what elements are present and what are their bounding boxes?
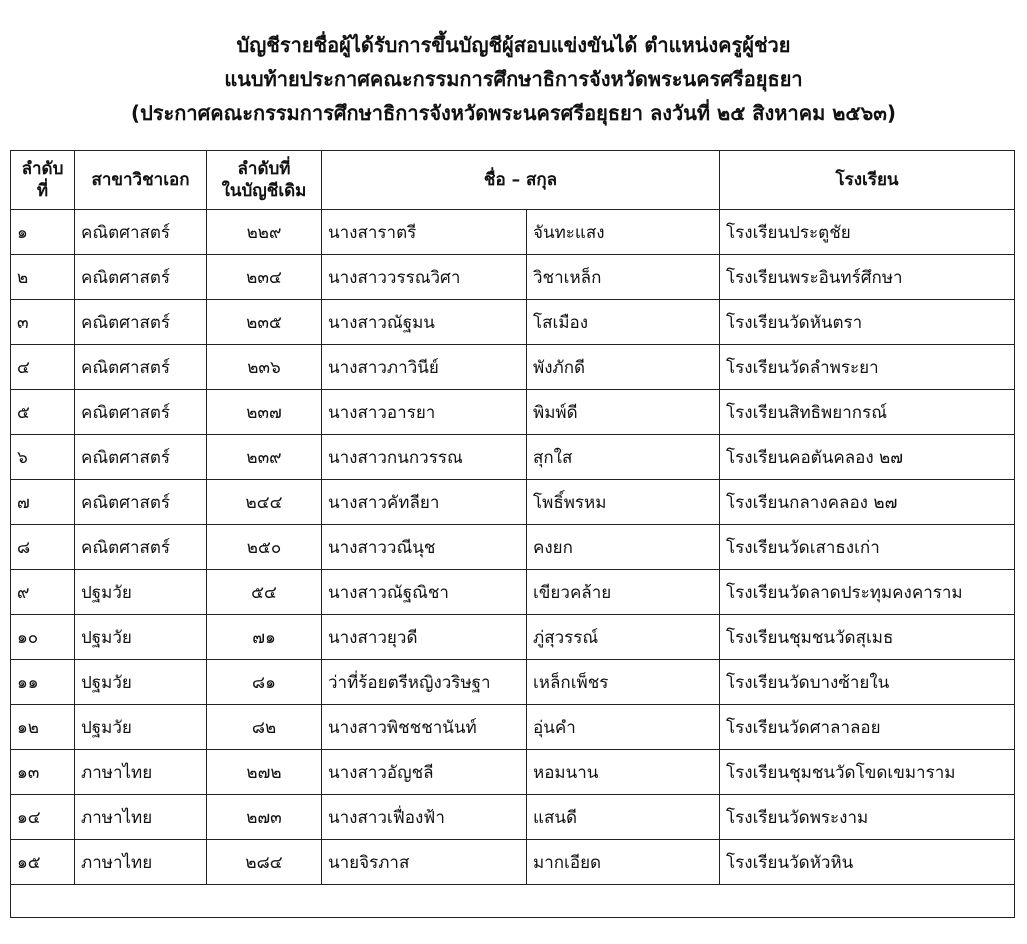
row-number: ๒: [11, 255, 75, 300]
major-cell: คณิตศาสตร์: [75, 300, 207, 345]
table-row: [11, 840, 1015, 885]
row-number: ๗: [11, 480, 75, 525]
row-number: ๔: [11, 345, 75, 390]
first-name-cell: นางสาวเฟื่องฟ้า: [322, 795, 527, 840]
last-name-cell: เขียวคล้าย: [527, 570, 720, 615]
original-rank-cell: ๘๒: [207, 705, 322, 750]
first-name-cell: นางสาวณัฐณิชา: [322, 570, 527, 615]
major-cell: ภาษาไทย: [75, 840, 207, 885]
original-rank-cell: ๘๑: [207, 660, 322, 705]
original-rank-cell: ๒๓๙: [207, 435, 322, 480]
school-cell: โรงเรียนวัดลำพระยา: [720, 345, 1015, 390]
announcement-reference: (ประกาศคณะกรรมการศึกษาธิการจังหวัดพระนครศรีอยุธยา ลงวันที่ ๒๕ สิงหาคม ๒๕๖๓): [130, 101, 897, 125]
school-cell: โรงเรียนกลางคลอง ๒๗: [720, 480, 1015, 525]
first-name-cell: นางสาววณีนุช: [322, 525, 527, 570]
row-number: ๑๑: [11, 660, 75, 705]
major-cell: คณิตศาสตร์: [75, 255, 207, 300]
last-name-cell: หอมนาน: [527, 750, 720, 795]
last-name-cell: คงยก: [527, 525, 720, 570]
last-name-cell: พังภักดี: [527, 345, 720, 390]
row-number: ๖: [11, 435, 75, 480]
school-cell: โรงเรียนวัดบางซ้ายใน: [720, 660, 1015, 705]
last-name-cell: แสนดี: [527, 795, 720, 840]
first-name-cell: นางสาวอารยา: [322, 390, 527, 435]
major-cell: คณิตศาสตร์: [75, 525, 207, 570]
last-name-cell: ภู่สุวรรณ์: [527, 615, 720, 660]
major-cell: ปฐมวัย: [75, 615, 207, 660]
row-number: ๑๒: [11, 705, 75, 750]
first-name-cell: นางสาววรรณวิศา: [322, 255, 527, 300]
last-name-cell: สุกใส: [527, 435, 720, 480]
original-rank-cell: ๒๓๔: [207, 255, 322, 300]
table-row: [11, 345, 1015, 390]
column-header-school: โรงเรียน: [720, 151, 1015, 210]
table-row: [11, 300, 1015, 345]
row-number: ๑๐: [11, 615, 75, 660]
last-name-cell: พิมพ์ดี: [527, 390, 720, 435]
table-row: [11, 525, 1015, 570]
empty-row: [11, 885, 1015, 918]
first-name-cell: นางสาวภาวินีย์: [322, 345, 527, 390]
first-name-cell: นางสาวณัฐมน: [322, 300, 527, 345]
major-cell: คณิตศาสตร์: [75, 210, 207, 255]
column-header-original-rank: ลำดับที่ ในบัญชีเดิม: [207, 151, 322, 210]
school-cell: โรงเรียนประตูชัย: [720, 210, 1015, 255]
table-row: [11, 390, 1015, 435]
table-header-row: [11, 151, 1015, 210]
last-name-cell: มากเอียด: [527, 840, 720, 885]
school-cell: โรงเรียนชุมชนวัดโขดเขมาราม: [720, 750, 1015, 795]
school-cell: โรงเรียนวัดหัวหิน: [720, 840, 1015, 885]
table-row: [11, 255, 1015, 300]
school-cell: โรงเรียนวัดลาดประทุมคงคาราม: [720, 570, 1015, 615]
original-rank-cell: ๒๗๓: [207, 795, 322, 840]
first-name-cell: นางสาราตรี: [322, 210, 527, 255]
original-rank-cell: ๒๒๙: [207, 210, 322, 255]
original-rank-cell: ๒๓๗: [207, 390, 322, 435]
last-name-cell: โสเมือง: [527, 300, 720, 345]
major-cell: คณิตศาสตร์: [75, 345, 207, 390]
original-rank-cell: ๒๔๔: [207, 480, 322, 525]
school-cell: โรงเรียนวัดพระงาม: [720, 795, 1015, 840]
original-rank-cell: ๗๑: [207, 615, 322, 660]
table-row: [11, 750, 1015, 795]
first-name-cell: นางสาวคัทลียา: [322, 480, 527, 525]
school-cell: โรงเรียนชุมชนวัดสุเมธ: [720, 615, 1015, 660]
row-number: ๓: [11, 300, 75, 345]
last-name-cell: จันทะแสง: [527, 210, 720, 255]
major-cell: ปฐมวัย: [75, 660, 207, 705]
first-name-cell: นางสาวยุวดี: [322, 615, 527, 660]
table-row: [11, 570, 1015, 615]
major-cell: ภาษาไทย: [75, 750, 207, 795]
original-rank-cell: ๕๔: [207, 570, 322, 615]
major-cell: คณิตศาสตร์: [75, 480, 207, 525]
first-name-cell: นางสาวพิชชชานันท์: [322, 705, 527, 750]
row-number: ๑๔: [11, 795, 75, 840]
column-header-name: ชื่อ – สกุล: [322, 151, 720, 210]
major-cell: ภาษาไทย: [75, 795, 207, 840]
original-rank-cell: ๒๗๒: [207, 750, 322, 795]
school-cell: โรงเรียนวัดหันตรา: [720, 300, 1015, 345]
school-cell: โรงเรียนพระอินทร์ศึกษา: [720, 255, 1015, 300]
last-name-cell: เหล็กเพ็ชร: [527, 660, 720, 705]
column-header-no: ลำดับ ที่: [11, 151, 75, 210]
table-row: [11, 480, 1015, 525]
column-header-major: สาขาวิชาเอก: [75, 151, 207, 210]
school-cell: โรงเรียนวัดศาลาลอย: [720, 705, 1015, 750]
table-row: [11, 705, 1015, 750]
first-name-cell: ว่าที่ร้อยตรีหญิงวริษฐา: [322, 660, 527, 705]
table-row: [11, 210, 1015, 255]
document-title: บัญชีรายชื่อผู้ได้รับการขึ้นบัญชีผู้สอบแข่งขันได้ ตำแหน่งครูผู้ช่วย: [236, 33, 791, 57]
table-row: [11, 615, 1015, 660]
table-row: [11, 660, 1015, 705]
school-cell: โรงเรียนวัดเสาธงเก่า: [720, 525, 1015, 570]
row-number: ๑๕: [11, 840, 75, 885]
last-name-cell: วิชาเหล็ก: [527, 255, 720, 300]
original-rank-cell: ๒๓๖: [207, 345, 322, 390]
major-cell: ปฐมวัย: [75, 570, 207, 615]
first-name-cell: นายจิรภาส: [322, 840, 527, 885]
last-name-cell: อุ่นคำ: [527, 705, 720, 750]
major-cell: ปฐมวัย: [75, 705, 207, 750]
row-number: ๙: [11, 570, 75, 615]
original-rank-cell: ๒๓๕: [207, 300, 322, 345]
row-number: ๑๓: [11, 750, 75, 795]
row-number: ๕: [11, 390, 75, 435]
row-number: ๑: [11, 210, 75, 255]
candidate-table: [10, 150, 1015, 918]
school-cell: โรงเรียนสิทธิพยากรณ์: [720, 390, 1015, 435]
original-rank-cell: ๒๘๔: [207, 840, 322, 885]
empty-cell: [11, 885, 1015, 918]
first-name-cell: นางสาวอัญชลี: [322, 750, 527, 795]
table-row: [11, 795, 1015, 840]
major-cell: คณิตศาสตร์: [75, 435, 207, 480]
document-subtitle: แนบท้ายประกาศคณะกรรมการศึกษาธิการจังหวัดพระนครศรีอยุธยา: [224, 67, 803, 91]
row-number: ๘: [11, 525, 75, 570]
table-body: [11, 210, 1015, 918]
document-header: [0, 28, 1027, 130]
school-cell: โรงเรียนคอตันคลอง ๒๗: [720, 435, 1015, 480]
major-cell: คณิตศาสตร์: [75, 390, 207, 435]
last-name-cell: โพธิ์พรหม: [527, 480, 720, 525]
table-row: [11, 435, 1015, 480]
first-name-cell: นางสาวกนกวรรณ: [322, 435, 527, 480]
original-rank-cell: ๒๕๐: [207, 525, 322, 570]
